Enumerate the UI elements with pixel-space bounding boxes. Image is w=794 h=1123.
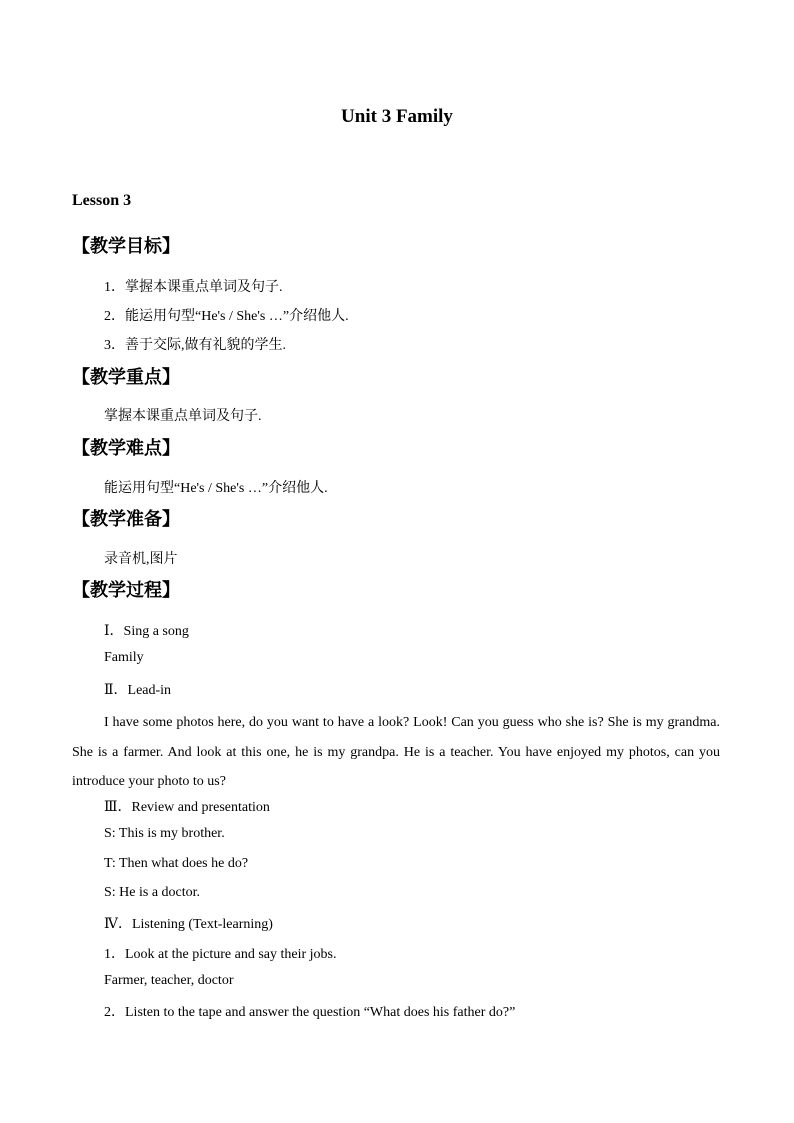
- goal-item-2: 2．能运用句型“He's / She's …”介绍他人.: [104, 309, 349, 324]
- heading-preparation: 【教学准备】: [72, 509, 180, 530]
- document-title: Unit 3 Family: [341, 106, 453, 127]
- heading-teaching-process: 【教学过程】: [72, 580, 180, 601]
- listening-task-2: 2．Listen to the tape and answer the question “What does his father do?”: [104, 1005, 516, 1020]
- goal-item-1: 1．掌握本课重点单词及句子.: [104, 280, 283, 295]
- dialogue-line-3: S: He is a doctor.: [104, 885, 201, 900]
- goal-item-3: 3．善于交际,做有礼貌的学生.: [104, 338, 286, 353]
- difficulties-text: 能运用句型“He's / She's …”介绍他人.: [104, 481, 328, 496]
- preparation-text: 录音机,图片: [104, 552, 178, 567]
- step-3-heading: Ⅲ．Review and presentation: [104, 800, 270, 815]
- lesson-label: Lesson 3: [72, 192, 132, 209]
- dialogue-line-2: T: Then what does he do?: [104, 856, 249, 871]
- heading-key-points: 【教学重点】: [72, 367, 180, 388]
- heading-difficulties: 【教学难点】: [72, 438, 180, 459]
- step-2-heading: Ⅱ．Lead-in: [104, 683, 172, 698]
- step-1-heading: Ⅰ．Sing a song: [104, 624, 189, 639]
- key-points-text: 掌握本课重点单词及句子.: [104, 409, 262, 424]
- jobs-list: Farmer, teacher, doctor: [104, 973, 234, 988]
- lead-in-paragraph: I have some photos here, do you want to have a look? Look! Can you guess who she is? She is my grandma. She is a farmer. And look at this one, he is my grandpa. He is a teacher. You have enjoyed my photos, can you introduce your photo to us?: [72, 715, 720, 789]
- dialogue-line-1: S: This is my brother.: [104, 826, 225, 841]
- heading-teaching-goals: 【教学目标】: [72, 236, 180, 257]
- song-title: Family: [104, 650, 144, 665]
- listening-task-1: 1．Look at the picture and say their jobs.: [104, 947, 337, 962]
- step-4-heading: Ⅳ．Listening (Text-learning): [104, 917, 273, 932]
